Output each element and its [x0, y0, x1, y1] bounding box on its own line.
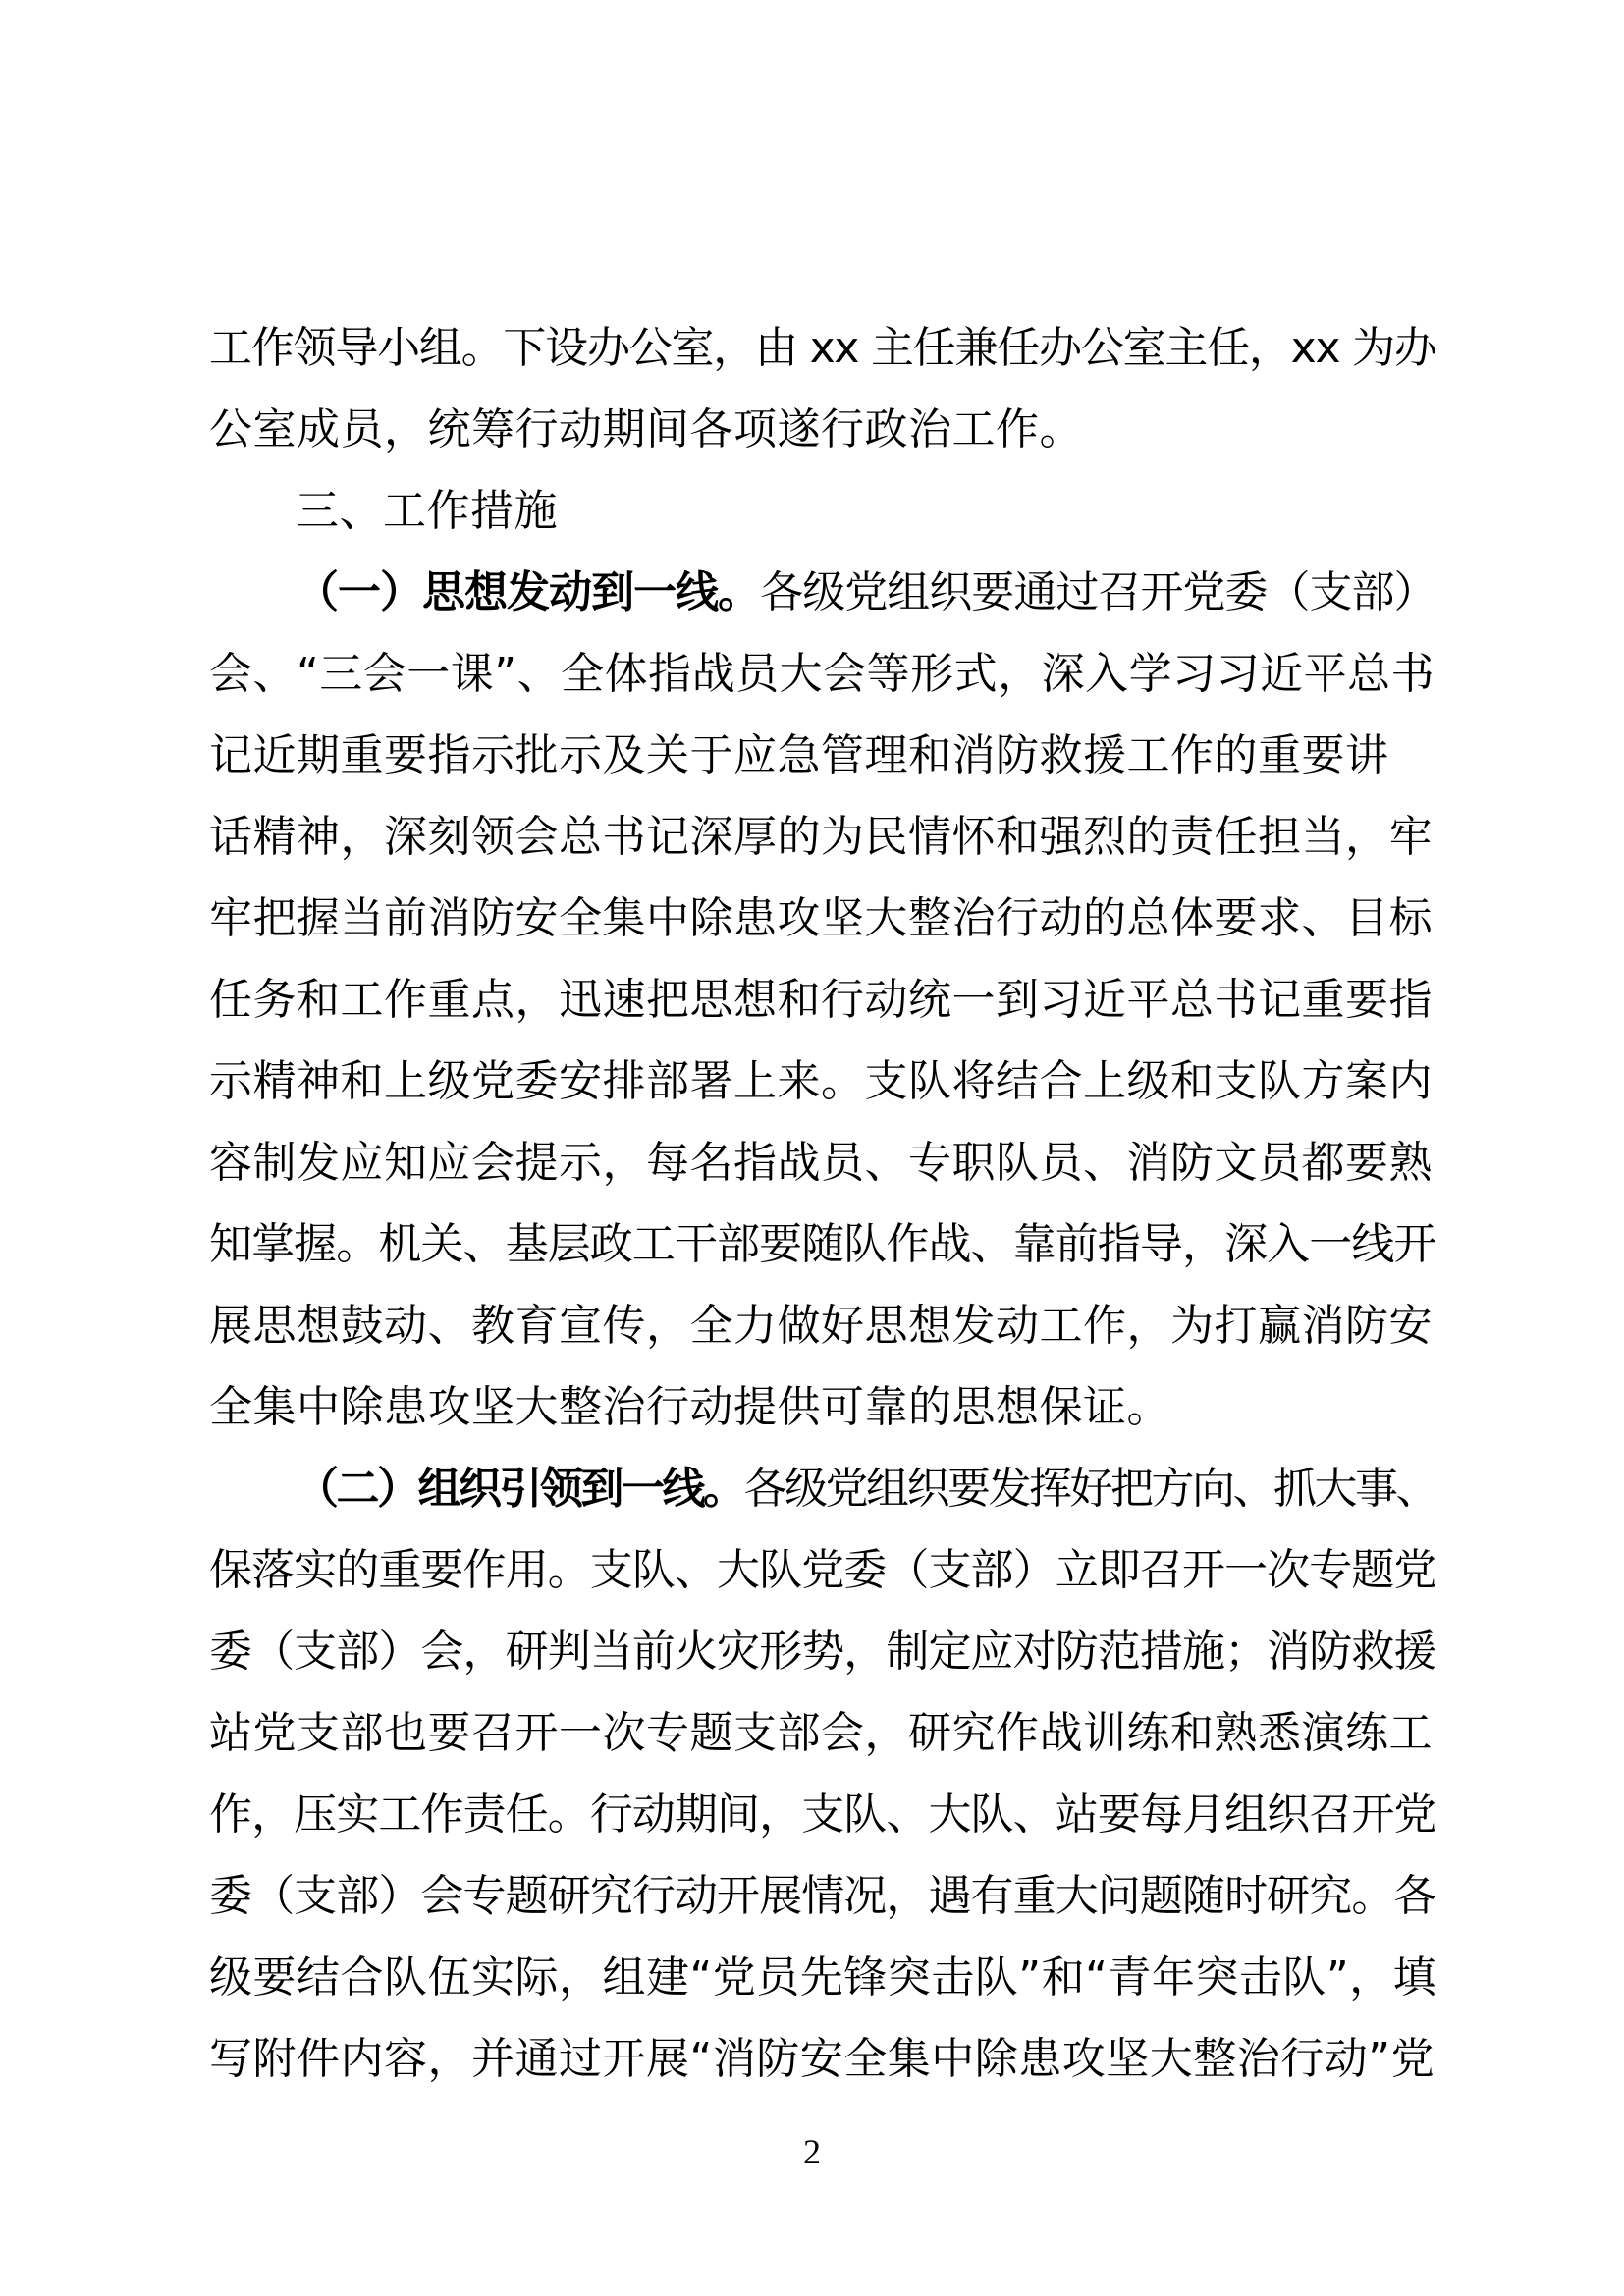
- text-line: 知掌握。机关、基层政工干部要随队作战、靠前指导，深入一线开: [209, 1219, 1436, 1269]
- section-heading: 三、工作措施: [296, 486, 558, 536]
- subsection-heading: （二）组织引领到一线。: [296, 1464, 744, 1514]
- text-line: 写附件内容，并通过开展“消防安全集中除患攻坚大整治行动”党: [209, 2034, 1435, 2084]
- text-line: 容制发应知应会提示，每名指战员、专职队员、消防文员都要熟: [209, 1138, 1433, 1188]
- text-line: 话精神，深刻领会总书记深厚的为民情怀和强烈的责任担当，牢: [209, 812, 1433, 862]
- body-text: [209, 307, 1436, 2100]
- text-line: 记近期重要指示批示及关于应急管理和消防救援工作的重要讲: [209, 730, 1389, 780]
- text-line: 会、“三会一课”、全体指战员大会等形式，深入学习习近平总书: [209, 649, 1435, 699]
- text-line: 委（支部）会专题研究行动开展情况，遇有重大问题随时研究。各: [209, 1871, 1436, 1921]
- text-line: 工作领导小组。下设办公室，由 xx 主任兼任办公室主任，xx 为办: [209, 323, 1436, 373]
- subsection-heading: （一）思想发动到一线。: [296, 567, 761, 617]
- text-line: 公室成员，统筹行动期间各项遂行政治工作。: [209, 404, 1083, 454]
- text-line: 牢把握当前消防安全集中除患攻坚大整治行动的总体要求、目标: [209, 893, 1433, 943]
- page-number: 2: [803, 2132, 821, 2171]
- text-line: 展思想鼓动、教育宣传，全力做好思想发动工作，为打赢消防安: [209, 1301, 1433, 1351]
- text-span: 各级党组织要通过召开党委（支部）: [760, 567, 1436, 617]
- text-line: 全集中除患攻坚大整治行动提供可靠的思想保证。: [209, 1382, 1170, 1432]
- text-line: 级要结合队伍实际，组建“党员先锋突击队”和“青年突击队”，填: [209, 1952, 1437, 2002]
- text-line: 保落实的重要作用。支队、大队党委（支部）立即召开一次专题党: [209, 1545, 1436, 1595]
- text-line: 作，压实工作责任。行动期间，支队、大队、站要每月组织召开党: [209, 1789, 1436, 1840]
- text-line: 任务和工作重点，迅速把思想和行动统一到习近平总书记重要指: [209, 975, 1433, 1025]
- text-line: 示精神和上级党委安排部署上来。支队将结合上级和支队方案内: [209, 1056, 1433, 1106]
- paragraph-first-line: [209, 552, 1436, 633]
- text-span: 各级党组织要发挥好把方向、抓大事、: [743, 1464, 1436, 1514]
- text-line: 站党支部也要召开一次专题支部会，研究作战训练和熟悉演练工: [209, 1708, 1433, 1758]
- paragraph-first-line: [209, 1448, 1436, 1529]
- text-line: 委（支部）会，研判当前火灾形势，制定应对防范措施；消防救援: [209, 1627, 1436, 1677]
